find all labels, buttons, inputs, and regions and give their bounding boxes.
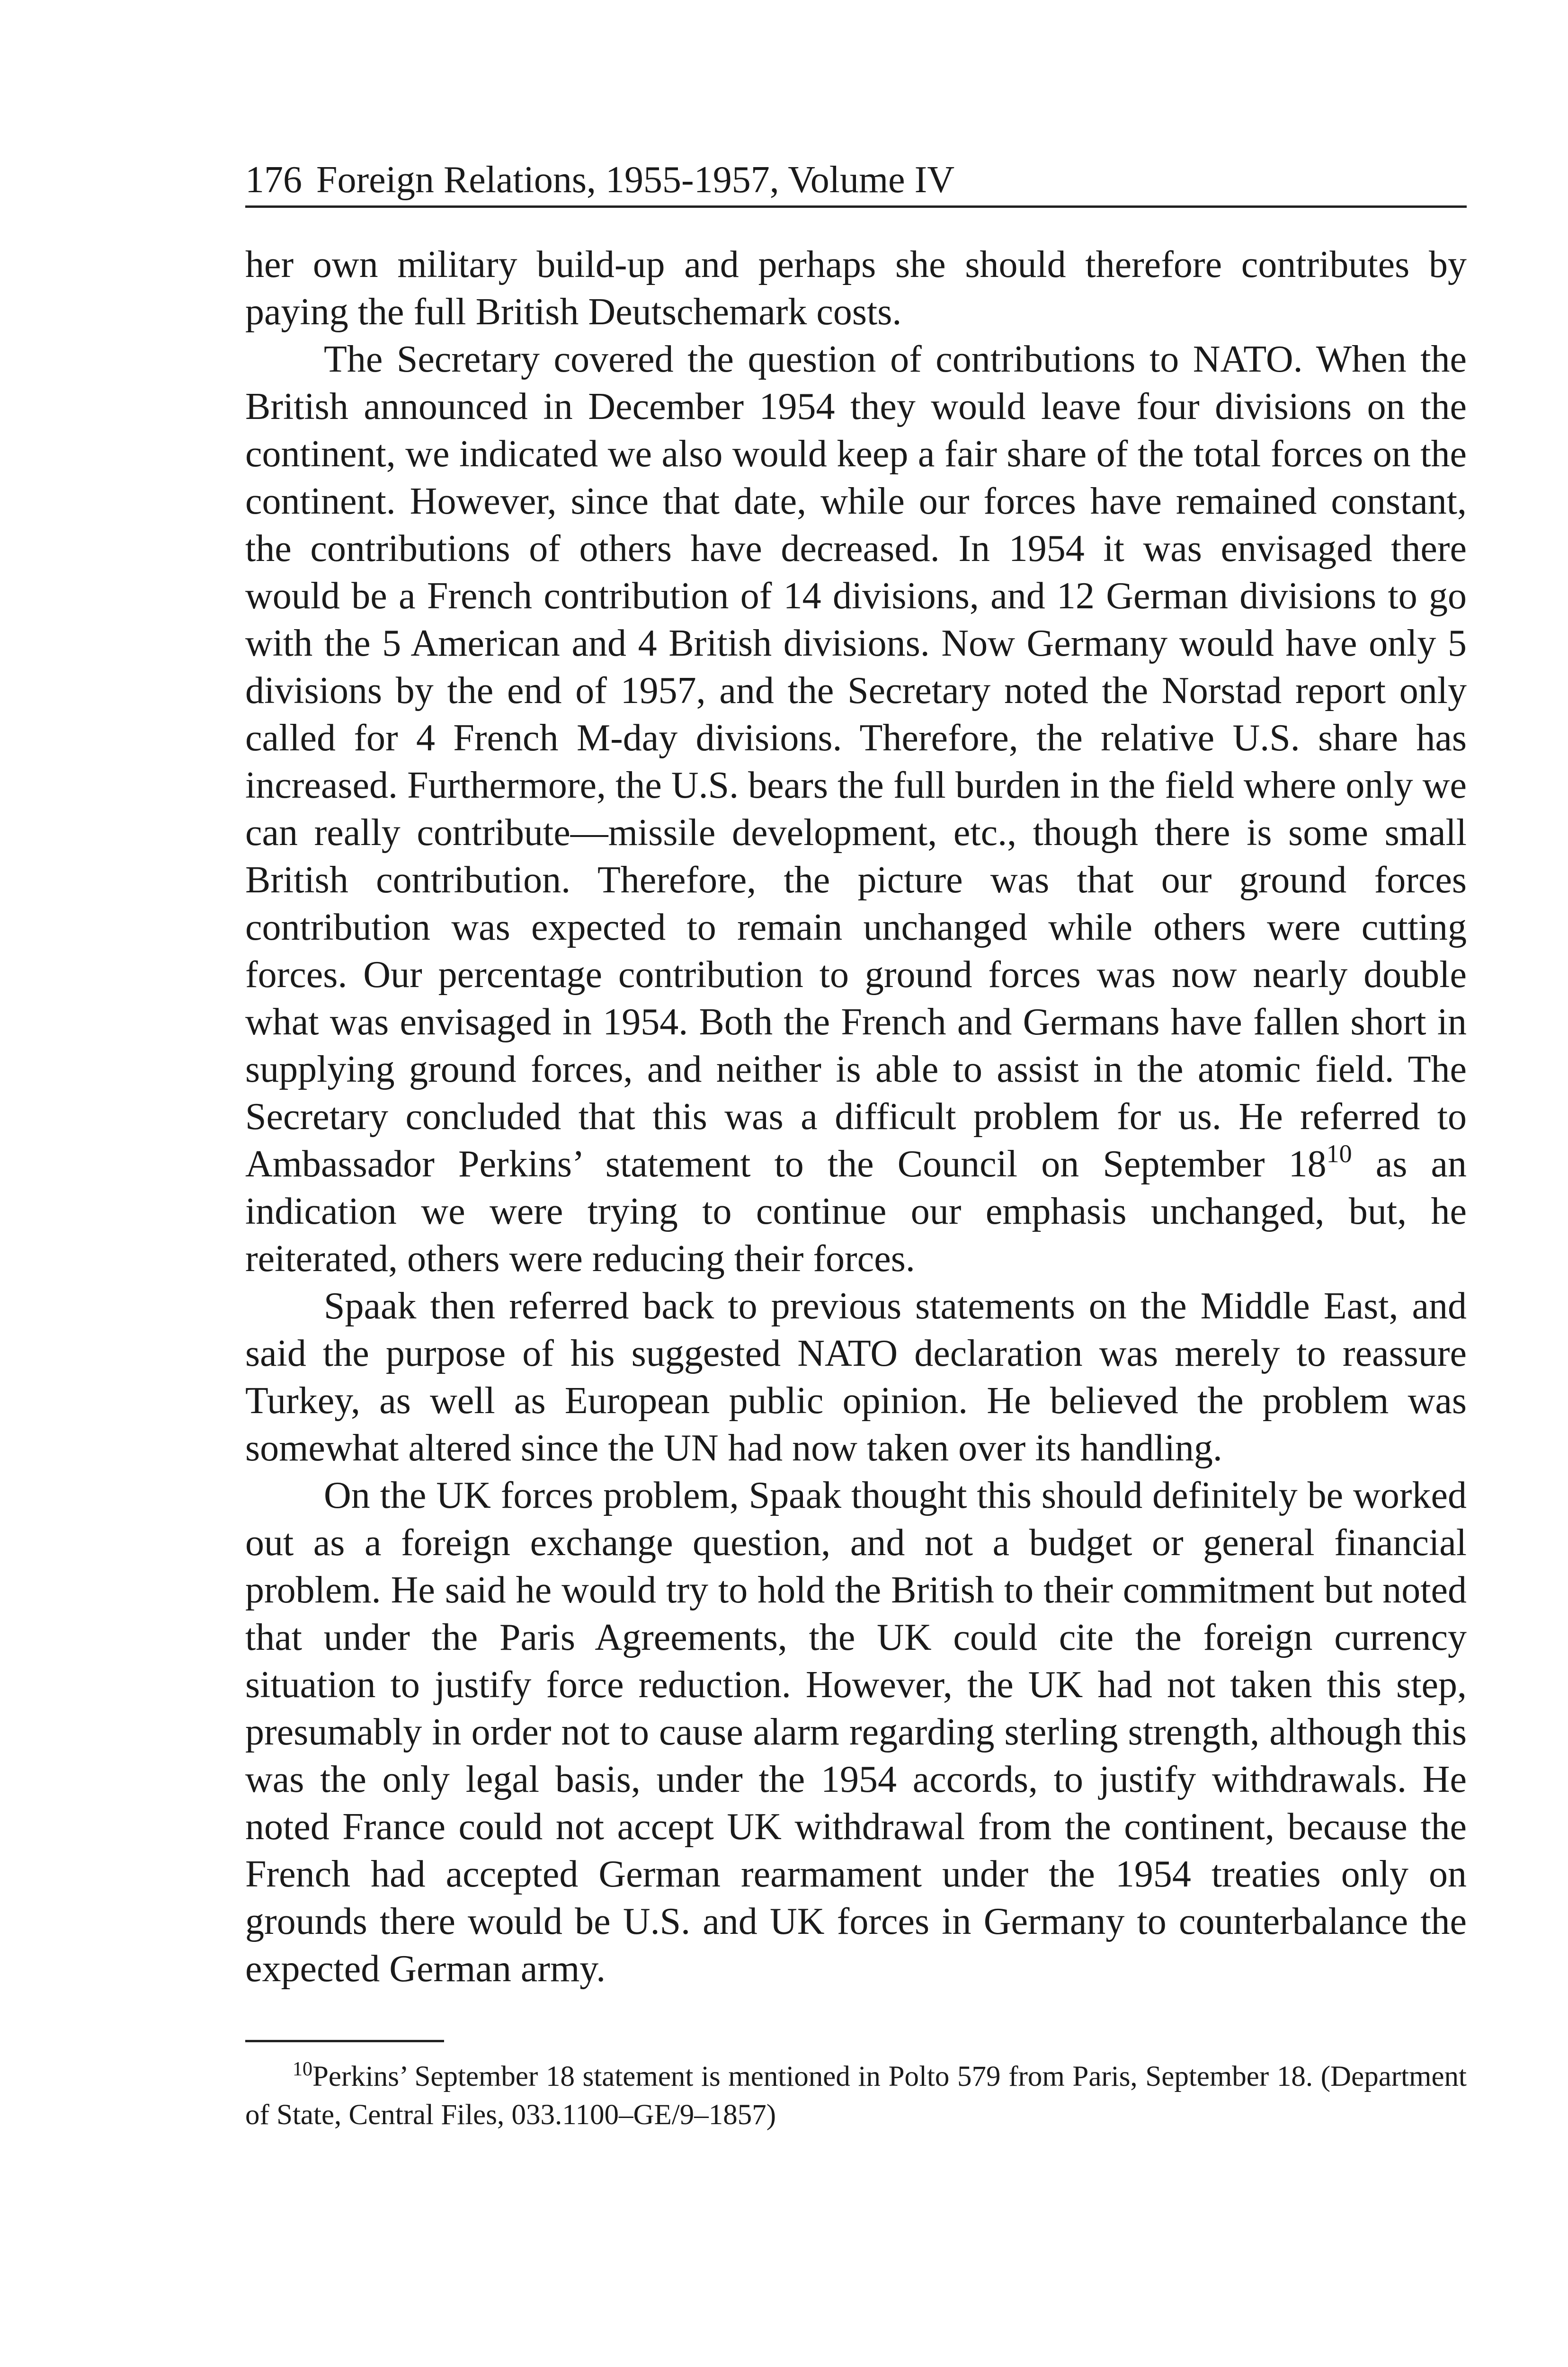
- footnote-marker: 10: [293, 2058, 312, 2080]
- footnote-divider: [245, 2040, 444, 2042]
- paragraph-spaak-middle-east: Spaak then referred back to previous statements on the Middle East, and said the purpose of his suggested NATO declaration was merely to reassure Turkey, as well as European public opinion. He believed the problem was somewhat altered since the UN had now taken over its handling.: [245, 1285, 1467, 1469]
- paragraph-text: The Secretary covered the question of contributions to NATO. When the British announced in December 1954 they would leave four divisions on the continent, we indicated we also would keep a fair share of the total forces on the continent. However, since that date, while our forces have remained constant, the contributions of others have decreased. In 1954 it was envisaged there would be a French contribution of 14 divisions, and 12 German divisions to go with the 5 American and 4 British divisions. Now Germany would have only 5 divisions by the end of 1957, and the Secretary noted the Norstad report only called for 4 French M-day divisions. Therefore, the relative U.S. share has increased. Furthermore, the U.S. bears the full burden in the field where only we can really contribute—missile development, etc., though there is some small British contribution. Therefore, the picture was that our ground forces contribution was expected to remain unchanged while others were cutting forces. Our percentage contribution to ground forces was now nearly double what was envisaged in 1954. Both the French and Germans have fallen short in supplying ground forces, and neither is able to assist in the atomic field. The Secretary concluded that this was a difficult problem for us. He referred to Ambassador Perkins’ statement to the Council on September 18: [245, 338, 1467, 1185]
- body-text: [245, 241, 1467, 1993]
- running-head-title: Foreign Relations, 1955-1957, Volume IV: [316, 159, 955, 201]
- page-number: 176: [245, 159, 302, 201]
- footnote-text: Perkins’ September 18 statement is mentioned in Polto 579 from Paris, September 18. (Department of State, Central Files, 033.1100–GE/9–1857): [245, 2061, 1467, 2131]
- paragraph-text-continued: as an indication we were trying to continue our emphasis unchanged, but, he reiterated, others were reducing their forces.: [245, 1143, 1467, 1280]
- paragraph-secretary-contributions: [245, 336, 1467, 1282]
- footnote-reference: 10: [1326, 1139, 1352, 1168]
- document-page: [245, 156, 1467, 2134]
- paragraph-continued: her own military build-up and perhaps she should therefore contributes by paying the full British Deutschemark costs.: [245, 244, 1467, 333]
- paragraph-uk-forces: On the UK forces problem, Spaak thought this should definitely be worked out as a foreign exchange question, and not a budget or general financial problem. He said he would try to hold the British to their commitment but noted that under the Paris Agreements, the UK could cite the foreign currency situation to justify force reduction. However, the UK had not taken this step, presumably in order not to cause alarm regarding sterling strength, although this was the only legal basis, under the 1954 accords, to justify withdrawals. He noted France could not accept UK withdrawal from the continent, because the French had accepted German rearmament under the 1954 treaties only on grounds there would be U.S. and UK forces in Germany to counterbalance the expected German army.: [245, 1475, 1467, 1990]
- running-head: [245, 156, 1467, 208]
- footnote: [245, 2057, 1467, 2134]
